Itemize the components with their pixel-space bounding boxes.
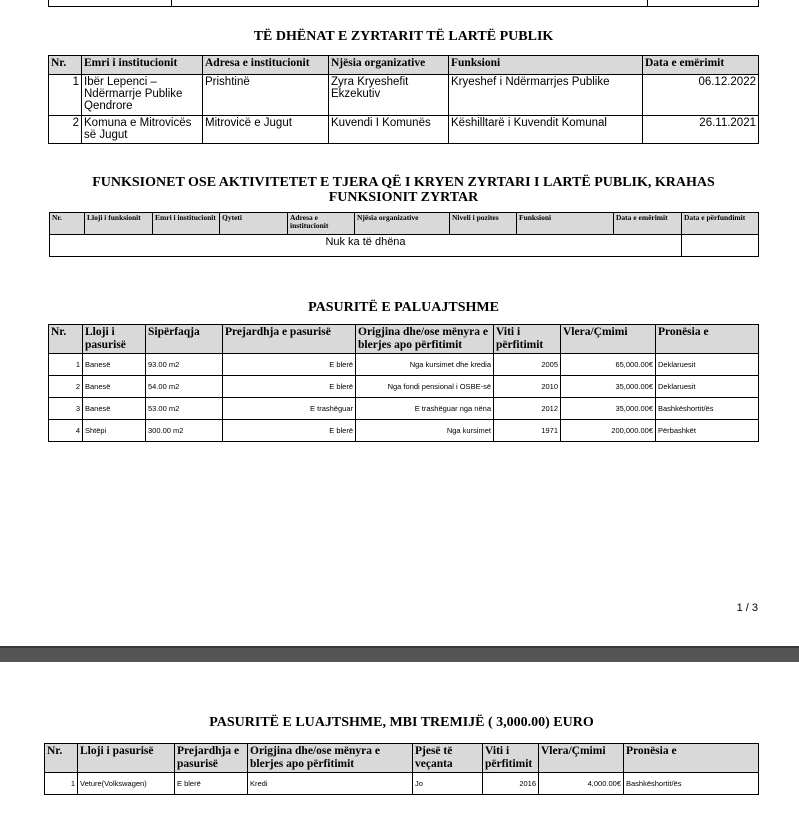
cell-owner: Bashkëshortit/ës	[624, 773, 759, 795]
col-header: Vlera/Çmimi	[561, 325, 656, 354]
col-header: Nr.	[49, 56, 82, 75]
cell-area: 53.00 m2	[146, 398, 223, 420]
cell-area: 300.00 m2	[146, 420, 223, 442]
col-header: Adresa e institucionit	[288, 213, 355, 235]
cell-type: Banesë	[83, 376, 146, 398]
cell-owner: Deklaruesit	[656, 376, 759, 398]
immovable-assets-table	[48, 324, 759, 442]
table-row	[49, 116, 759, 144]
cell-unit: Kuvendi I Komunës	[329, 116, 449, 144]
cell-unit: Zyra Kryeshefit Ekzekutiv	[329, 75, 449, 116]
col-header: Niveli i pozites	[450, 213, 517, 235]
col-header: Data e përfundimit	[682, 213, 759, 235]
col-header: Prejardhja e pasurisë	[223, 325, 356, 354]
col-header: Viti i përfitimit	[494, 325, 561, 354]
cell-origin: E trashëguar	[223, 398, 356, 420]
col-header: Viti i përfitimit	[483, 744, 539, 773]
cell-institution: Komuna e Mitrovicës së Jugut	[82, 116, 203, 144]
fragment-cell	[172, 0, 648, 7]
section-title-movable-assets: PASURITË E LUAJTSHME, MBI TREMIJË ( 3,000.00) EURO	[209, 715, 594, 730]
fragment-cell	[49, 0, 172, 7]
cell-institution: Ibër Lepenci –Ndërmarrje Publike Qendrore	[82, 75, 203, 116]
col-header: Lloji i funksionit	[85, 213, 153, 235]
col-header: Emri i institucionit	[82, 56, 203, 75]
col-header: Vlera/Çmimi	[539, 744, 624, 773]
cell-acquisition: E trashëguar nga nëna	[356, 398, 494, 420]
cell-year: 2016	[483, 773, 539, 795]
cell-owner: Deklaruesit	[656, 354, 759, 376]
col-header: Lloji i pasurisë	[78, 744, 175, 773]
cell-nr: 4	[49, 420, 83, 442]
cell-nr: 2	[49, 116, 82, 144]
table-row	[49, 398, 759, 420]
cell-type: Banesë	[83, 354, 146, 376]
cell-owner: Përbashkët	[656, 420, 759, 442]
cell-year: 1971	[494, 420, 561, 442]
col-header: Origjina dhe/ose mënyra e blerjes apo përfitimit	[248, 744, 413, 773]
cell-value: 35,000.00€	[561, 376, 656, 398]
cell-type: Shtëpi	[83, 420, 146, 442]
table-row	[50, 235, 759, 257]
cell-nr: 1	[49, 354, 83, 376]
cell-area: 93.00 m2	[146, 354, 223, 376]
cell-area: 54.00 m2	[146, 376, 223, 398]
col-header: Nr.	[45, 744, 78, 773]
table-row	[49, 376, 759, 398]
cell-value: 4,000.00€	[539, 773, 624, 795]
col-header: Nr.	[50, 213, 85, 235]
cell-value: 200,000.00€	[561, 420, 656, 442]
cell-origin: E blerë	[175, 773, 248, 795]
cell-date: 06.12.2022	[643, 75, 759, 116]
col-header: Funksioni	[449, 56, 643, 75]
col-header: Pjesë të veçanta	[413, 744, 483, 773]
cell-acquisition: Nga kursimet dhe kredia	[356, 354, 494, 376]
table-row	[49, 420, 759, 442]
previous-table-fragment	[48, 0, 759, 7]
cell-function: Këshilltarë i Kuvendit Komunal	[449, 116, 643, 144]
col-header: Origjina dhe/ose mënyra e blerjes apo përfitimit	[356, 325, 494, 354]
cell-type: Veture(Volkswagen)	[78, 773, 175, 795]
cell-value: 65,000.00€	[561, 354, 656, 376]
table-row	[49, 75, 759, 116]
cell-special-parts: Jo	[413, 773, 483, 795]
cell-date: 26.11.2021	[643, 116, 759, 144]
movable-assets-table	[44, 743, 759, 795]
col-header: Njësia organizative	[329, 56, 449, 75]
col-header: Njësia organizative	[355, 213, 450, 235]
cell-origin: E blerë	[223, 354, 356, 376]
empty-cell	[682, 235, 759, 257]
cell-acquisition: Kredi	[248, 773, 413, 795]
col-header: Prejardhja e pasurisë	[175, 744, 248, 773]
section-title-other-functions: FUNKSIONET OSE AKTIVITETET E TJERA QË I KRYEN ZYRTARI I LARTË PUBLIK, KRAHAS FUNKSIONIT ZYRTAR	[92, 175, 715, 205]
cell-year: 2012	[494, 398, 561, 420]
page-number: 1 / 3	[736, 602, 758, 614]
col-header: Emri i institucionit	[153, 213, 220, 235]
page-separator	[0, 646, 799, 662]
official-data-table	[48, 55, 759, 144]
cell-acquisition: Nga kursimet	[356, 420, 494, 442]
col-header: Adresa e institucionit	[203, 56, 329, 75]
col-header: Pronësia e	[624, 744, 759, 773]
col-header: Qyteti	[220, 213, 288, 235]
empty-message: Nuk ka të dhëna	[50, 235, 682, 257]
table-row	[45, 773, 759, 795]
col-header: Sipërfaqja	[146, 325, 223, 354]
cell-type: Banesë	[83, 398, 146, 420]
col-header: Lloji i pasurisë	[83, 325, 146, 354]
cell-year: 2005	[494, 354, 561, 376]
cell-function: Kryeshef i Ndërmarrjes Publike	[449, 75, 643, 116]
cell-address: Mitrovicë e Jugut	[203, 116, 329, 144]
col-header: Pronësia e	[656, 325, 759, 354]
cell-year: 2010	[494, 376, 561, 398]
cell-origin: E blerë	[223, 376, 356, 398]
cell-owner: Bashkëshortit/ës	[656, 398, 759, 420]
cell-nr: 2	[49, 376, 83, 398]
cell-origin: E blerë	[223, 420, 356, 442]
cell-nr: 1	[49, 75, 82, 116]
cell-acquisition: Nga fondi pensional i OSBE-së	[356, 376, 494, 398]
section-title-immovable-assets: PASURITË E PALUAJTSHME	[308, 300, 499, 315]
cell-address: Prishtinë	[203, 75, 329, 116]
section-title-official-data: TË DHËNAT E ZYRTARIT TË LARTË PUBLIK	[253, 29, 554, 44]
cell-nr: 3	[49, 398, 83, 420]
other-functions-table	[49, 212, 759, 257]
col-header: Nr.	[49, 325, 83, 354]
col-header: Funksioni	[517, 213, 614, 235]
table-row	[49, 354, 759, 376]
col-header: Data e emërimit	[643, 56, 759, 75]
cell-nr: 1	[45, 773, 78, 795]
fragment-cell	[648, 0, 759, 7]
cell-value: 35,000.00€	[561, 398, 656, 420]
col-header: Data e emërimit	[614, 213, 682, 235]
